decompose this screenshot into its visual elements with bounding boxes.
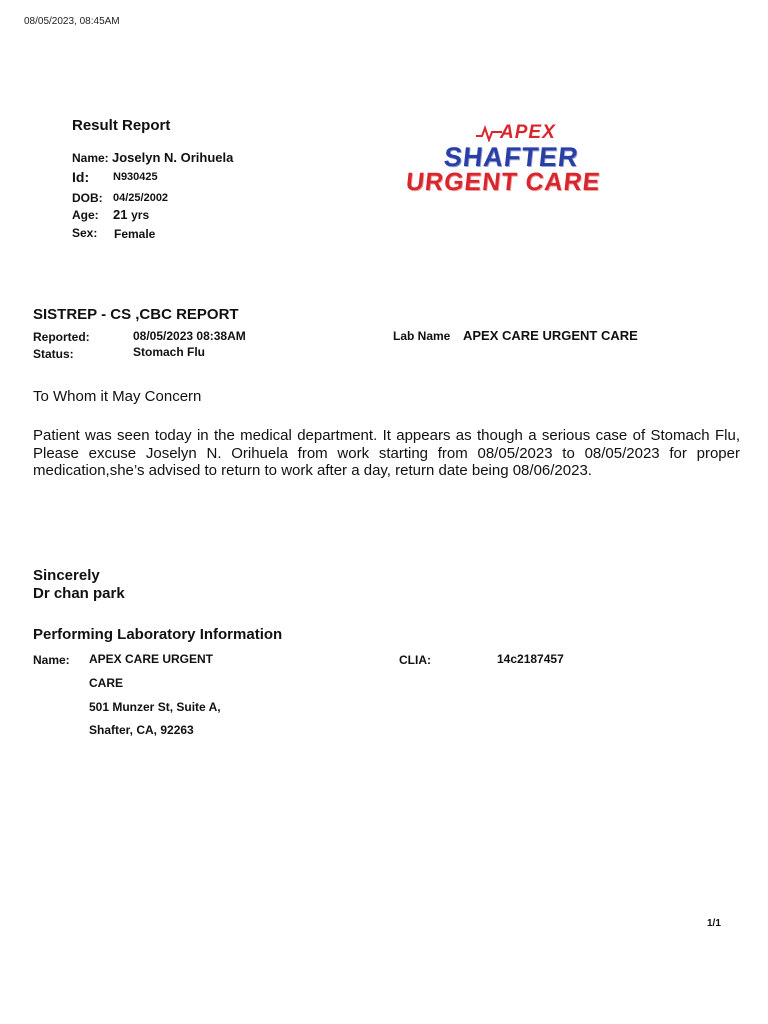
logo-urgent-care-text: URGENT CARE <box>404 168 602 196</box>
lab-name-field-label: Name: <box>33 653 70 667</box>
patient-age <box>113 207 149 222</box>
patient-sex: Female <box>114 227 156 241</box>
lab-address-line1: 501 Munzer St, Suite A, <box>89 700 221 714</box>
doctor-signature: Dr chan park <box>33 585 125 602</box>
reported-label: Reported: <box>33 330 90 344</box>
letter-closing: Sincerely <box>33 567 100 584</box>
clia-value: 14c2187457 <box>497 652 564 666</box>
heartbeat-icon <box>476 124 502 142</box>
patient-name: Joselyn N. Orihuela <box>112 150 234 165</box>
status-value: Stomach Flu <box>133 345 206 359</box>
patient-age-unit: yrs <box>131 208 150 222</box>
patient-name-label: Name: <box>72 151 109 165</box>
letter-body: Patient was seen today in the medical department. It appears as though a serious case of Stomach Flu, Please excuse Joselyn N. Orihuela from work starting from 08/05/2023 to 08/05/2023 for proper medication,she’s advised to return to work after a day, return date being 08/06/2023. <box>33 427 740 479</box>
page-number: 1/1 <box>707 918 721 929</box>
print-timestamp: 08/05/2023, 08:45AM <box>24 16 120 27</box>
patient-id-label: Id: <box>72 169 90 185</box>
lab-info-heading: Performing Laboratory Information <box>33 626 283 643</box>
logo-apex-text: APEX <box>500 122 556 143</box>
clinic-logo <box>388 112 678 216</box>
lab-name-line1: APEX CARE URGENT <box>89 652 214 666</box>
letter-greeting: To Whom it May Concern <box>33 388 202 405</box>
patient-sex-label: Sex: <box>72 226 98 240</box>
lab-name-label: Lab Name <box>393 329 451 343</box>
clia-label: CLIA: <box>399 653 431 667</box>
status-label: Status: <box>33 347 74 361</box>
patient-dob: 04/25/2002 <box>113 192 169 204</box>
patient-dob-label: DOB: <box>72 191 103 205</box>
logo-shafter-text: SHAFTER <box>442 142 581 172</box>
patient-age-number: 21 <box>113 207 128 222</box>
lab-address-line2: Shafter, CA, 92263 <box>89 723 194 737</box>
reported-value: 08/05/2023 08:38AM <box>133 329 246 343</box>
lab-name-line2: CARE <box>89 676 124 690</box>
result-report-title: Result Report <box>72 117 171 134</box>
lab-name-value: APEX CARE URGENT CARE <box>463 328 638 343</box>
report-title: SISTREP - CS ,CBC REPORT <box>33 306 239 323</box>
patient-age-label: Age: <box>72 208 99 222</box>
patient-id: N930425 <box>113 171 158 183</box>
